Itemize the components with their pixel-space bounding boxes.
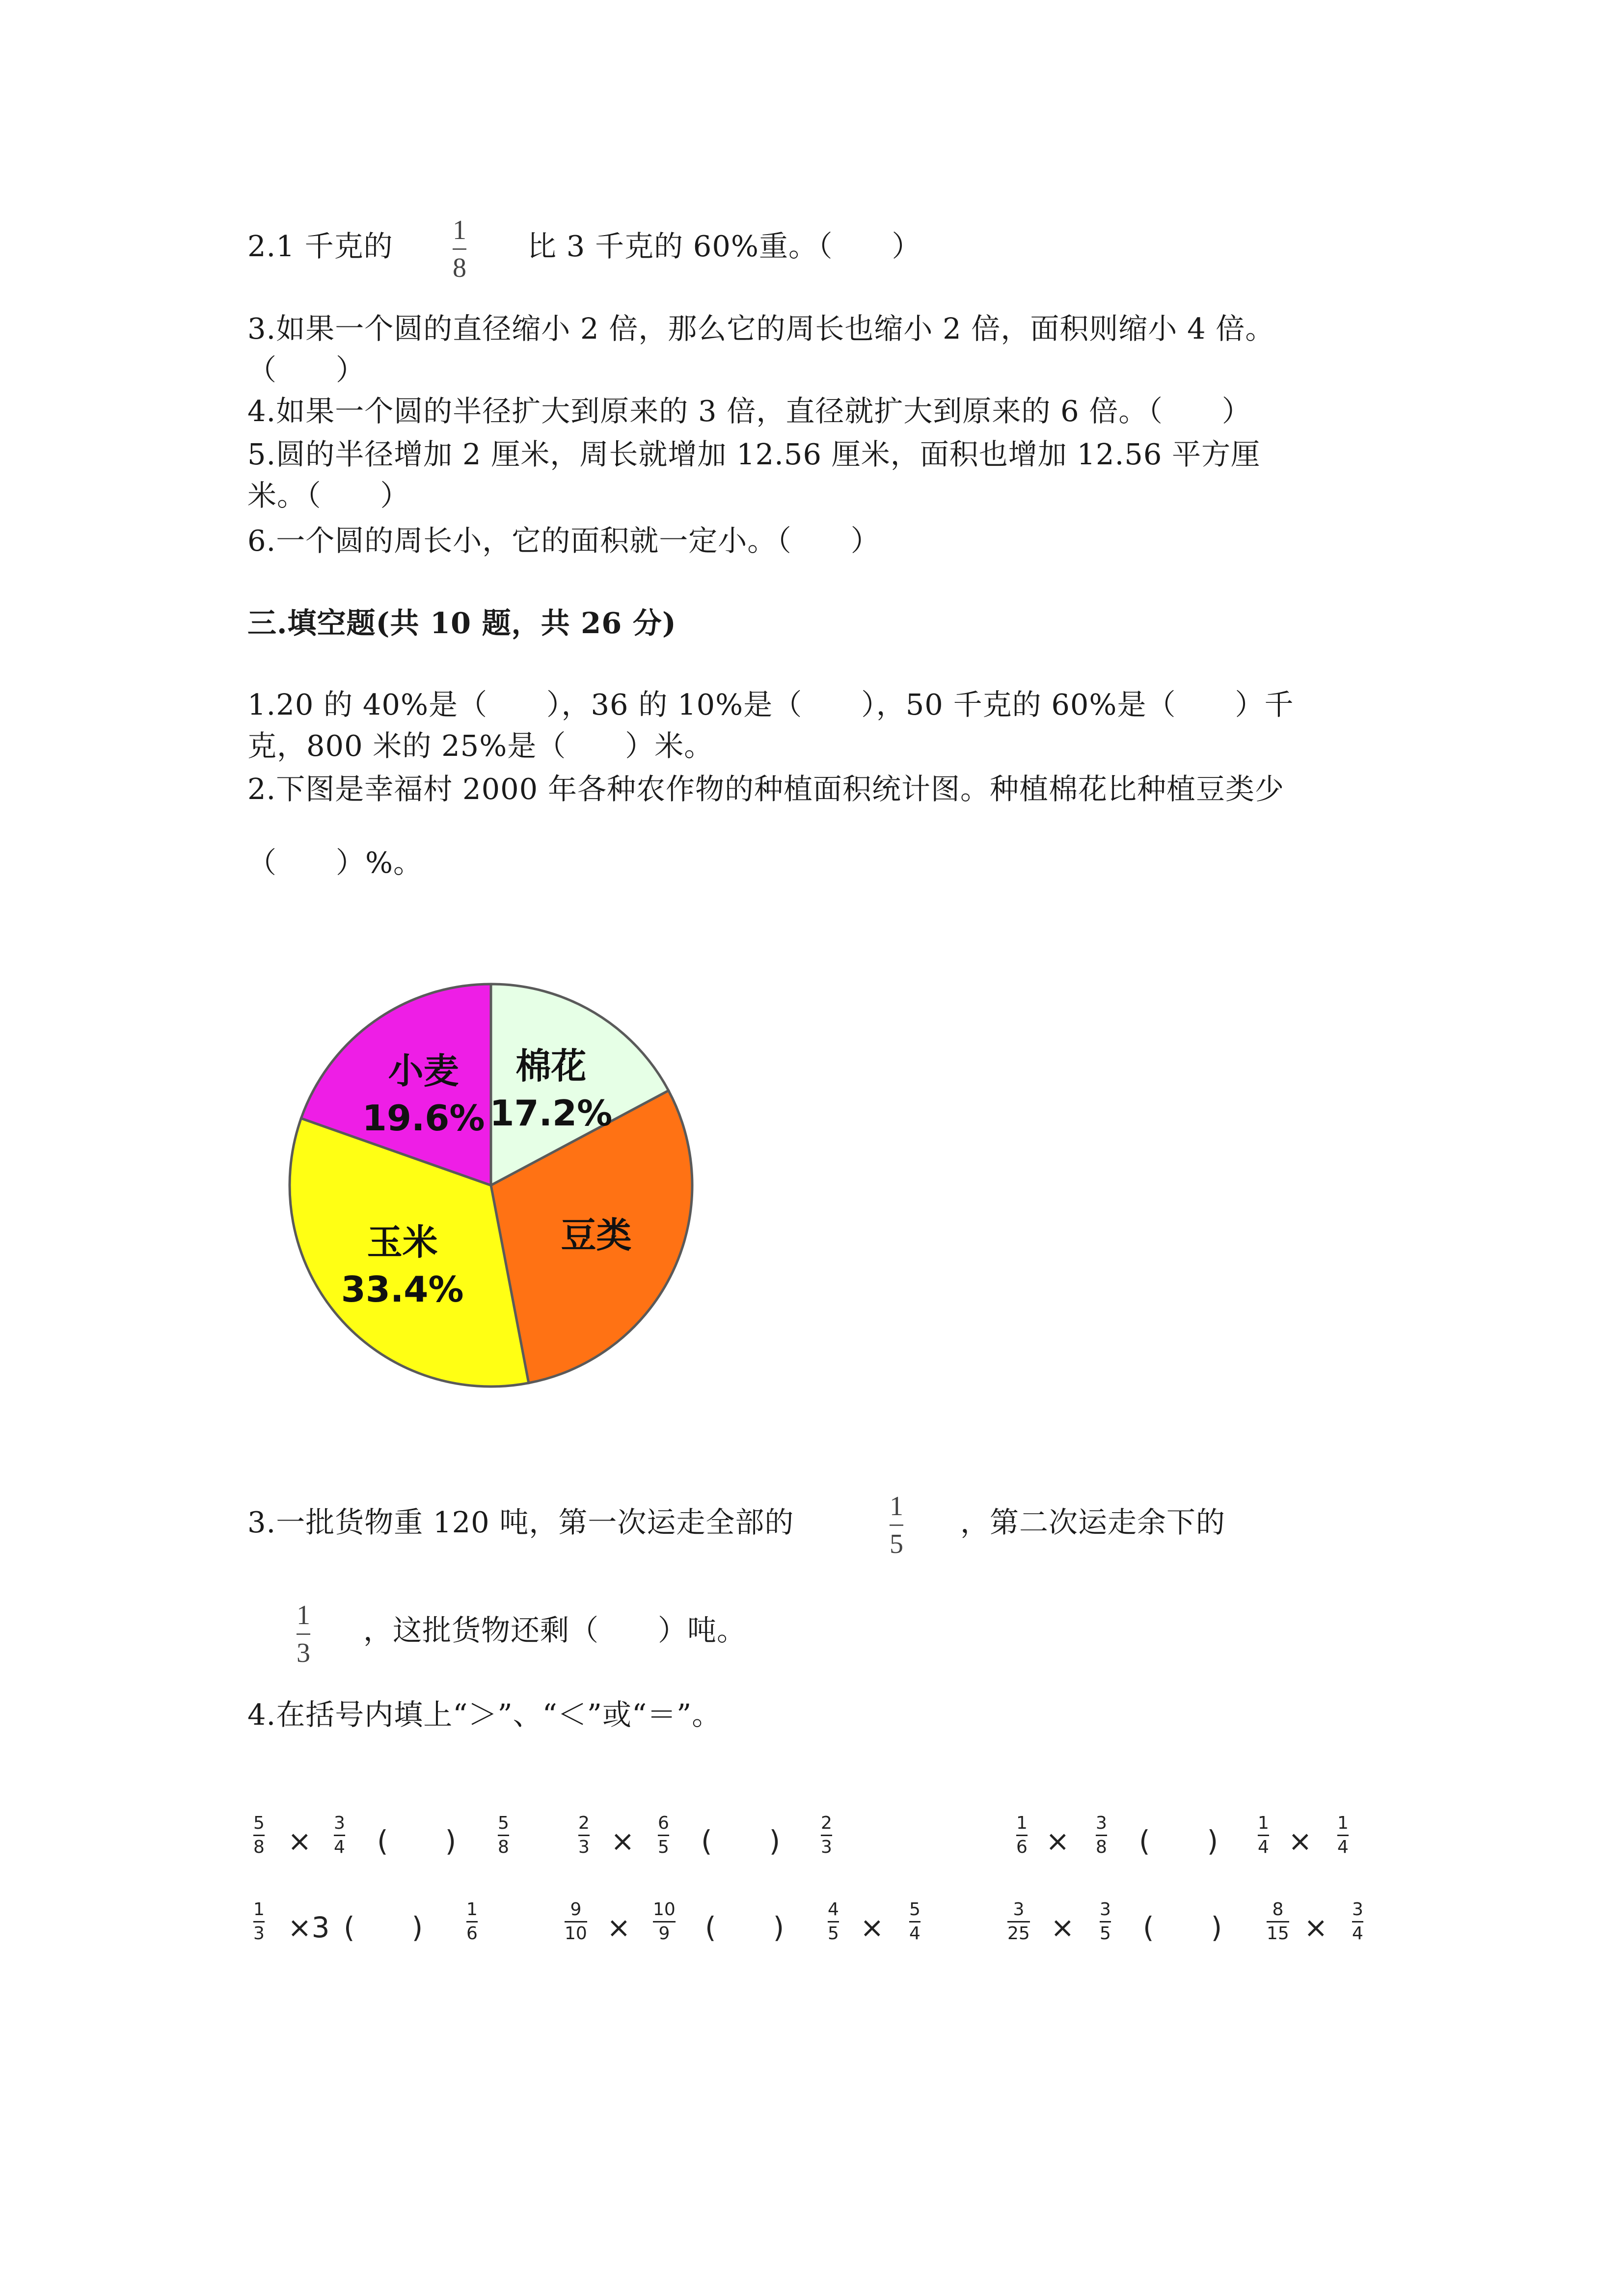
section3-heading: 三.填空题(共 10 题，共 26 分): [247, 606, 677, 640]
fraction: 2 3: [578, 1813, 590, 1857]
times-sign: ×: [1046, 1824, 1070, 1858]
fraction: 1 3: [253, 1899, 265, 1944]
pie-slice-name: 豆类: [561, 1214, 632, 1256]
fraction-one-third: [297, 1601, 310, 1667]
fraction-numerator: 1: [297, 1600, 310, 1630]
times-sign: ×: [1288, 1824, 1312, 1858]
fraction-one-fifth: [890, 1492, 903, 1558]
judge-q2-part1: 2.1 千克的: [247, 229, 393, 263]
pie-slice-name: 小麦: [388, 1050, 459, 1092]
fill-q4: 4.在括号内填上“＞”、“＜”或“＝”。: [247, 1698, 722, 1732]
times-sign: ×: [860, 1911, 884, 1944]
answer-blank[interactable]: ( ): [705, 1911, 785, 1944]
times-sign: ×: [611, 1824, 635, 1858]
answer-blank[interactable]: ( ): [377, 1824, 457, 1858]
fraction: 3 4: [334, 1813, 345, 1857]
times-sign: ×: [288, 1824, 312, 1858]
fraction: 5 4: [909, 1899, 920, 1944]
fraction: 4 5: [828, 1899, 839, 1944]
fraction: 3 8: [1096, 1813, 1107, 1857]
pie-slice-percent: 33.4%: [341, 1269, 464, 1310]
fraction: 9 10: [565, 1899, 587, 1944]
pie-slice-name: 棉花: [515, 1045, 587, 1087]
fraction: 8 15: [1267, 1899, 1289, 1944]
pie-slice-percent: 17.2%: [489, 1093, 613, 1134]
judge-q4: 4.如果一个圆的半径扩大到原来的 3 倍，直径就扩大到原来的 6 倍。（ ）: [247, 394, 1251, 428]
fraction: 5 8: [498, 1813, 509, 1857]
fraction: 1 6: [1016, 1813, 1028, 1857]
fill-q2-line2: （ ）%。: [247, 846, 423, 880]
answer-blank[interactable]: ( ): [1139, 1824, 1218, 1858]
crop-area-pie-chart: [275, 969, 707, 1401]
pie-slice-name: 玉米: [367, 1222, 438, 1263]
fraction: 3 4: [1352, 1899, 1363, 1944]
judge-q5-line2: 米。（ ）: [247, 479, 410, 512]
pie-slice-percent: 19.6%: [362, 1097, 485, 1139]
judge-q3-line1: 3.如果一个圆的直径缩小 2 倍，那么它的周长也缩小 2 倍，面积则缩小 4 倍。: [247, 312, 1275, 346]
fraction: 5 8: [253, 1813, 265, 1857]
times-sign: ×: [1051, 1911, 1075, 1944]
fraction-numerator: 1: [890, 1491, 903, 1522]
fill-q3-part3: ，这批货物还剩（ ）吨。: [363, 1613, 747, 1647]
fraction-denominator: 3: [297, 1638, 310, 1668]
fraction-denominator: 5: [890, 1529, 903, 1559]
answer-blank[interactable]: ( ): [1143, 1911, 1222, 1944]
fill-q2-line1: 2.下图是幸福村 2000 年各种农作物的种植面积统计图。种植棉花比种植豆类少: [247, 772, 1284, 806]
fraction: 3 5: [1100, 1899, 1111, 1944]
judge-q2-part2: 比 3 千克的 60%重。（ ）: [527, 229, 921, 263]
fraction-numerator: 1: [453, 215, 466, 245]
fraction: 10 9: [653, 1899, 676, 1944]
fraction-denominator: 8: [453, 253, 466, 283]
judge-q6: 6.一个圆的周长小，它的面积就一定小。（ ）: [247, 524, 880, 558]
fill-q1-line2: 克，800 米的 25%是（ ）米。: [247, 729, 714, 763]
fraction-one-eighth: [453, 216, 466, 282]
fraction: 1 6: [466, 1899, 478, 1944]
answer-blank[interactable]: ( ): [701, 1824, 781, 1858]
fill-q3-part2: ，第二次运走余下的: [960, 1505, 1226, 1539]
times-three: ×3: [288, 1911, 330, 1944]
fraction: 1 4: [1258, 1813, 1269, 1857]
fraction: 3 25: [1007, 1899, 1030, 1944]
times-sign: ×: [1304, 1911, 1328, 1944]
fraction: 2 3: [821, 1813, 832, 1857]
fill-q1-line1: 1.20 的 40%是（ ），36 的 10%是（ ），50 千克的 60%是（ ）千: [247, 688, 1294, 721]
fraction: 1 4: [1337, 1813, 1349, 1857]
answer-blank[interactable]: ( ): [344, 1911, 423, 1944]
judge-q3-line2: （ ）: [247, 353, 366, 387]
fraction: 6 5: [658, 1813, 669, 1857]
judge-q5-line1: 5.圆的半径增加 2 厘米，周长就增加 12.56 厘米，面积也增加 12.56 平方厘: [247, 437, 1261, 471]
fill-q3-part1: 3.一批货物重 120 吨，第一次运走全部的: [247, 1505, 794, 1539]
times-sign: ×: [607, 1911, 631, 1944]
